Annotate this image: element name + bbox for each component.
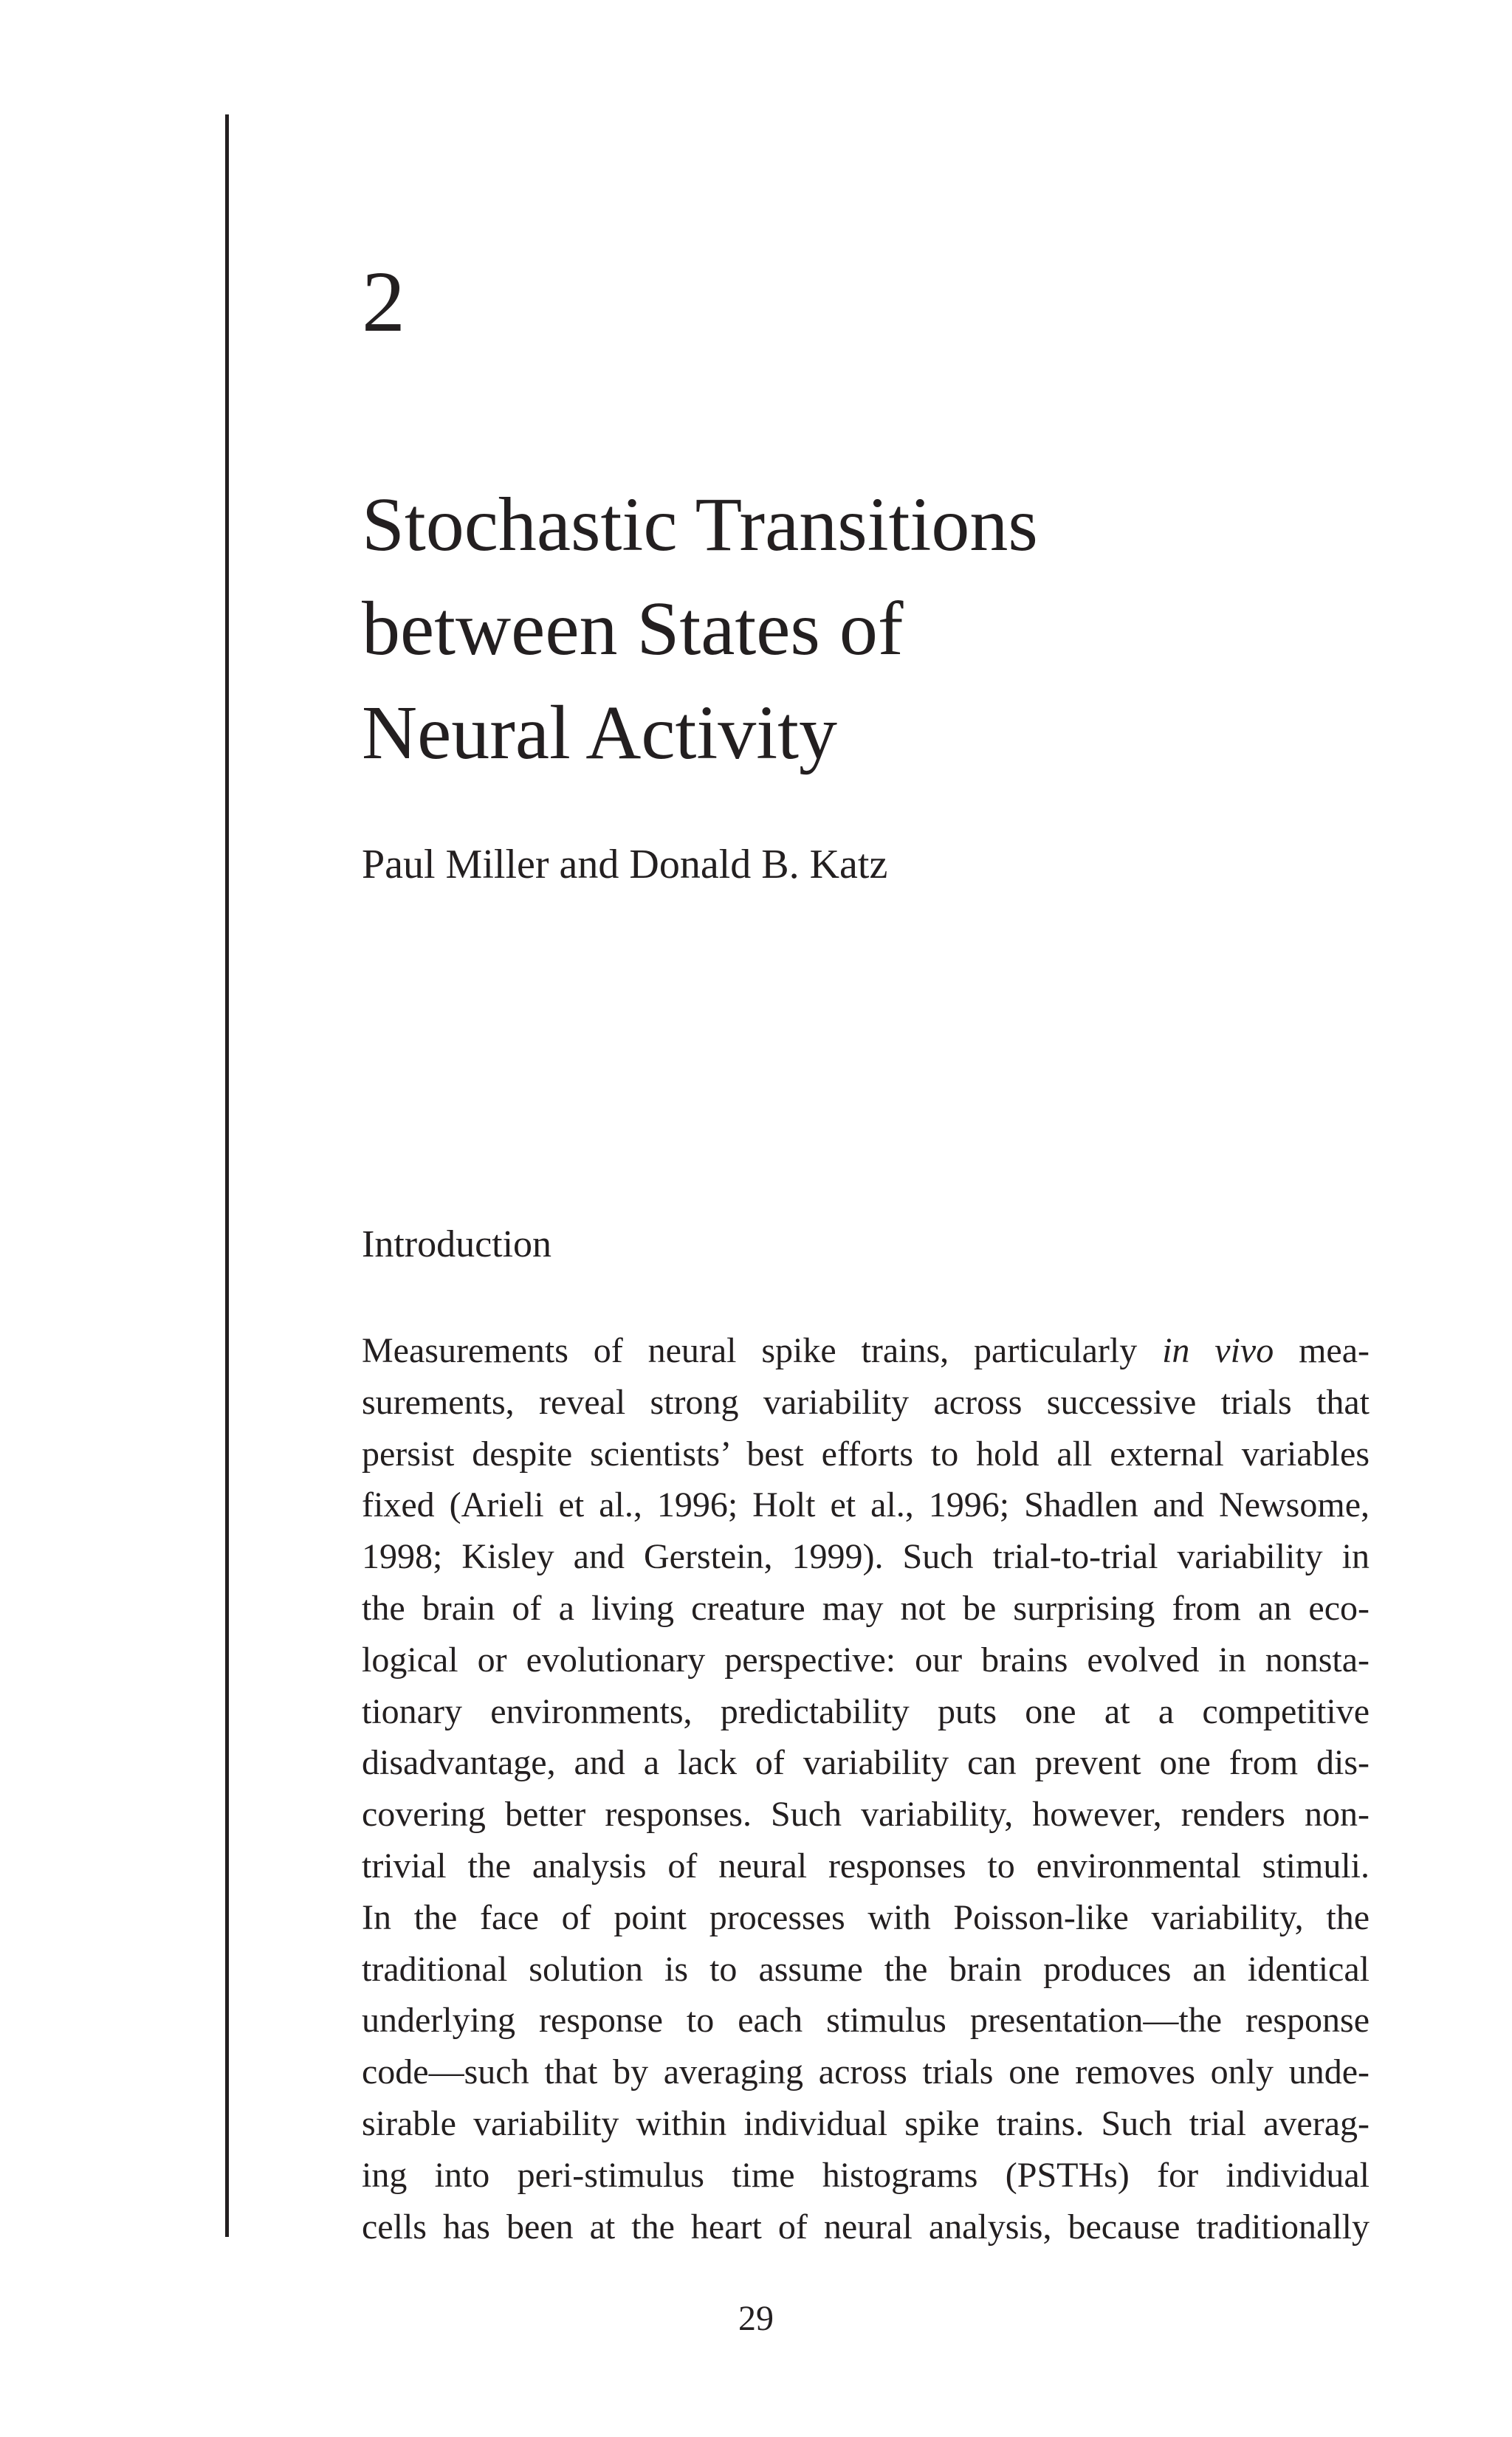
body-paragraph [362,1325,1370,2252]
body-line: code—such that by averaging across trials one removes only unde- [362,2052,1370,2092]
body-line: 1998; Kisley and Gerstein, 1999). Such trial-to-trial variability in [362,1537,1370,1577]
section-heading: Introduction [362,1223,552,1265]
chapter-number: 2 [362,253,405,350]
body-line: traditional solution is to assume the brain produces an identical [362,1949,1370,1989]
body-line: logical or evolutionary perspective: our brains evolved in nonsta- [362,1640,1370,1680]
body-line: trivial the analysis of neural responses to environmental stimuli. [362,1846,1370,1886]
body-line: sirable variability within individual spike trains. Such trial averag- [362,2103,1370,2143]
chapter-title-line: Stochastic Transitions [362,482,1038,567]
margin-rule [225,114,229,2237]
body-line: persist despite scientists’ best efforts to hold all external variables [362,1434,1370,1474]
body-line-text: Measurements of neural spike trains, particularly [362,1331,1163,1370]
body-line: fixed (Arieli et al., 1996; Holt et al., 1996; Shadlen and Newsome, [362,1485,1370,1525]
body-line: disadvantage, and a lack of variability can prevent one from dis- [362,1743,1370,1783]
chapter-title [362,472,1322,785]
chapter-title-line: Neural Activity [362,690,838,775]
body-line: the brain of a living creature may not be surprising from an eco- [362,1588,1370,1628]
body-line: underlying response to each stimulus presentation—the response [362,2001,1370,2041]
page-number: 29 [738,2299,774,2338]
body-line: cells has been at the heart of neural analysis, because traditionally [362,2207,1370,2247]
chapter-title-line: between States of [362,586,904,671]
body-line-italic: in vivo [1162,1331,1274,1370]
body-line: tionary environments, predictability puts one at a competitive [362,1691,1370,1731]
body-line: ing into peri-stimulus time histograms (PSTHs) for individual [362,2155,1370,2195]
body-line [362,1325,1370,1377]
body-line: In the face of point processes with Poisson-like variability, the [362,1897,1370,1937]
body-line-text: mea- [1274,1331,1370,1370]
body-line: covering better responses. Such variability, however, renders non- [362,1795,1370,1835]
chapter-authors: Paul Miller and Donald B. Katz [362,842,888,887]
body-line: surements, reveal strong variability across successive trials that [362,1382,1370,1422]
